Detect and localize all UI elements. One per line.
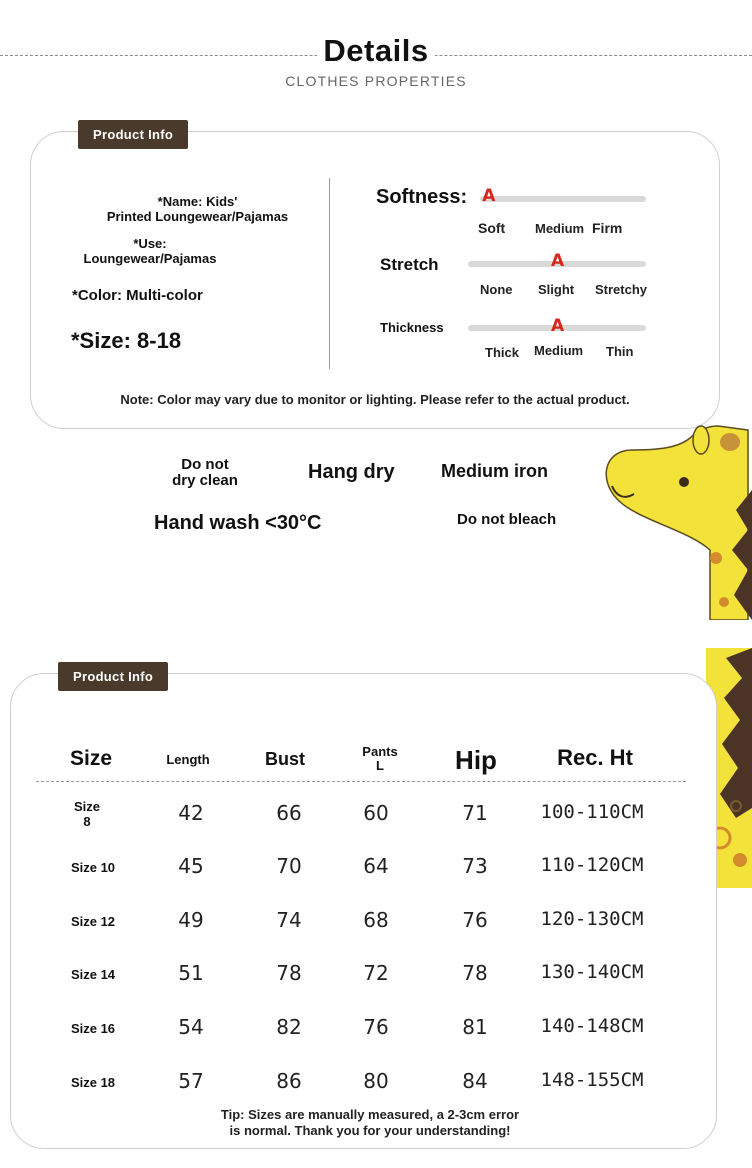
care-dry-clean-line-1: Do not (181, 456, 229, 473)
page-subtitle: CLOTHES PROPERTIES (285, 73, 467, 89)
use-line-2: Loungewear/Pajamas (83, 251, 217, 266)
size-cell-ht: 110-120CM (540, 854, 644, 876)
size-row-label: Size 16 (70, 1021, 116, 1036)
size-cell-hip: 73 (462, 854, 488, 878)
name-field (80, 194, 315, 224)
size-row-label: Size 18 (70, 1075, 116, 1090)
header-length: Length (166, 752, 210, 767)
thickness-label-medium: Medium (534, 343, 584, 358)
thickness-marker-icon: A (551, 316, 565, 336)
size-cell-length: 45 (178, 854, 204, 878)
page-title: Details (0, 33, 752, 69)
care-dry-clean-line-2: dry clean (172, 472, 238, 489)
size-cell-ht: 130-140CM (540, 961, 644, 983)
header-pants (350, 745, 410, 773)
size-cell-ht: 140-148CM (540, 1015, 644, 1037)
size-cell-hip: 71 (462, 801, 488, 825)
giraffe-head-icon (598, 420, 752, 620)
size-cell-ht: 100-110CM (540, 801, 644, 823)
care-dry-clean (150, 457, 260, 489)
size-cell-hip: 81 (462, 1015, 488, 1039)
name-line-1: *Name: Kids' (157, 194, 238, 209)
size-cell-pants: 64 (363, 854, 389, 878)
header-pants-line-1: Pants (362, 744, 398, 759)
color-field: *Color: Multi-color (72, 287, 203, 304)
header-bust: Bust (265, 749, 305, 769)
name-line-2: Printed Loungewear/Pajamas (106, 209, 289, 224)
size-cell-length: 51 (178, 961, 204, 985)
thickness-label-thin: Thin (606, 344, 634, 359)
size-cell-hip: 76 (462, 908, 488, 932)
softness-label-firm: Firm (592, 220, 623, 236)
size-row-label-line-1: Size (73, 799, 100, 814)
size-row-label: Size 10 (70, 860, 116, 875)
softness-title: Softness: (376, 186, 468, 208)
size-cell-pants: 60 (363, 801, 389, 825)
stretch-label-slight: Slight (538, 282, 575, 297)
size-cell-length: 42 (178, 801, 204, 825)
header-hip: Hip (455, 745, 497, 775)
size-cell-bust: 70 (276, 854, 302, 878)
softness-scale (480, 196, 646, 202)
stretch-marker-icon: A (551, 251, 565, 271)
size-cell-ht: 120-130CM (540, 908, 644, 930)
size-cell-pants: 76 (363, 1015, 389, 1039)
softness-label-soft: Soft (478, 220, 506, 236)
size-cell-length: 57 (178, 1069, 204, 1093)
size-row-label: Size 12 (70, 914, 116, 929)
header-size: Size (69, 747, 113, 770)
size-row-label-line-2: 8 (83, 814, 91, 829)
panel-divider (329, 178, 330, 369)
care-hang-dry: Hang dry (308, 461, 395, 483)
stretch-label-none: None (480, 282, 513, 297)
size-cell-bust: 66 (276, 801, 302, 825)
header-rec-ht: Rec. Ht (557, 745, 633, 770)
use-line-1: *Use: (133, 236, 167, 251)
care-iron: Medium iron (441, 461, 548, 481)
color-note: Note: Color may vary due to monitor or lighting. Please refer to the actual product. (120, 392, 630, 407)
care-hand-wash: Hand wash <30°C (154, 512, 322, 534)
stretch-label-stretchy: Stretchy (595, 282, 648, 297)
header-dashed-rule (36, 781, 686, 782)
size-row-label (58, 799, 116, 829)
header-pants-line-2: L (376, 758, 384, 773)
size-cell-hip: 84 (462, 1069, 488, 1093)
thickness-label-thick: Thick (485, 345, 519, 360)
tip-line-1: Tip: Sizes are manually measured, a 2-3cm error (220, 1107, 520, 1122)
thickness-title: Thickness (380, 320, 444, 335)
product-info-panel (30, 131, 720, 429)
softness-marker-icon: A (482, 186, 496, 206)
size-row-label: Size 14 (70, 967, 116, 982)
size-cell-bust: 74 (276, 908, 302, 932)
size-cell-length: 54 (178, 1015, 204, 1039)
size-cell-ht: 148-155CM (540, 1069, 644, 1091)
size-field: *Size: 8-18 (71, 328, 182, 353)
size-cell-pants: 68 (363, 908, 389, 932)
size-chart-tag: Product Info (58, 662, 168, 691)
size-cell-bust: 86 (276, 1069, 302, 1093)
softness-label-medium: Medium (535, 221, 585, 236)
size-cell-bust: 78 (276, 961, 302, 985)
size-cell-pants: 80 (363, 1069, 389, 1093)
measurement-tip (60, 1107, 680, 1139)
size-cell-length: 49 (178, 908, 204, 932)
product-info-tag: Product Info (78, 120, 188, 149)
size-cell-bust: 82 (276, 1015, 302, 1039)
tip-line-2: is normal. Thank you for your understanding! (229, 1123, 511, 1138)
care-bleach: Do not bleach (457, 511, 557, 528)
stretch-title: Stretch (380, 255, 439, 274)
size-cell-pants: 72 (363, 961, 389, 985)
size-cell-hip: 78 (462, 961, 488, 985)
use-field (70, 236, 230, 266)
